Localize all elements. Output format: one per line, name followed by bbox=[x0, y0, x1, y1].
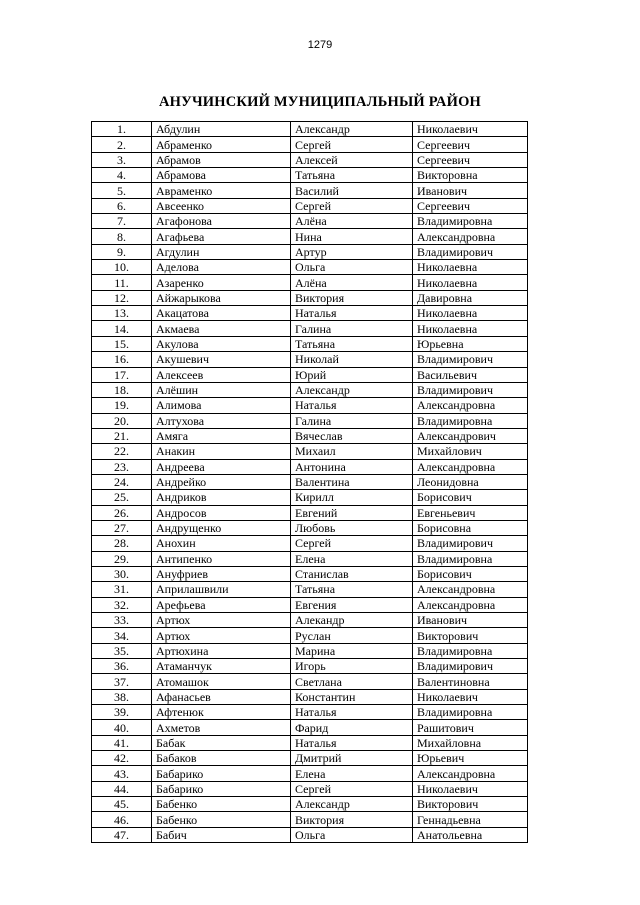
surname-cell: Агафьева bbox=[152, 229, 291, 244]
table-row bbox=[92, 735, 528, 750]
surname-cell: Анохин bbox=[152, 536, 291, 551]
first-name-cell: Константин bbox=[291, 689, 413, 704]
row-number-cell: 20. bbox=[92, 413, 152, 428]
surname-cell: Аделова bbox=[152, 260, 291, 275]
row-number-cell: 32. bbox=[92, 597, 152, 612]
surname-cell: Алёшин bbox=[152, 382, 291, 397]
row-number-cell: 29. bbox=[92, 551, 152, 566]
table-row bbox=[92, 275, 528, 290]
table-row bbox=[92, 689, 528, 704]
table-row bbox=[92, 766, 528, 781]
first-name-cell: Дмитрий bbox=[291, 751, 413, 766]
first-name-cell: Алёна bbox=[291, 275, 413, 290]
row-number-cell: 23. bbox=[92, 459, 152, 474]
surname-cell: Айжарыкова bbox=[152, 290, 291, 305]
table-row bbox=[92, 398, 528, 413]
row-number-cell: 28. bbox=[92, 536, 152, 551]
first-name-cell: Александр bbox=[291, 122, 413, 137]
table-row bbox=[92, 566, 528, 581]
first-name-cell: Наталья bbox=[291, 398, 413, 413]
first-name-cell: Евгений bbox=[291, 505, 413, 520]
table-row bbox=[92, 413, 528, 428]
table-row bbox=[92, 536, 528, 551]
table-row bbox=[92, 582, 528, 597]
first-name-cell: Фарид bbox=[291, 720, 413, 735]
patronymic-cell: Леонидовна bbox=[413, 474, 528, 489]
patronymic-cell: Давировна bbox=[413, 290, 528, 305]
first-name-cell: Нина bbox=[291, 229, 413, 244]
patronymic-cell: Борисович bbox=[413, 490, 528, 505]
first-name-cell: Наталья bbox=[291, 735, 413, 750]
row-number-cell: 17. bbox=[92, 367, 152, 382]
first-name-cell: Галина bbox=[291, 413, 413, 428]
row-number-cell: 39. bbox=[92, 705, 152, 720]
patronymic-cell: Иванович bbox=[413, 183, 528, 198]
surname-cell: Абдулин bbox=[152, 122, 291, 137]
first-name-cell: Кирилл bbox=[291, 490, 413, 505]
table-row bbox=[92, 659, 528, 674]
table-row bbox=[92, 827, 528, 842]
row-number-cell: 30. bbox=[92, 566, 152, 581]
patronymic-cell: Владимирович bbox=[413, 382, 528, 397]
first-name-cell: Елена bbox=[291, 551, 413, 566]
patronymic-cell: Борисовна bbox=[413, 520, 528, 535]
surname-cell: Акмаева bbox=[152, 321, 291, 336]
patronymic-cell: Николаевна bbox=[413, 306, 528, 321]
surname-cell: Абрамов bbox=[152, 152, 291, 167]
row-number-cell: 10. bbox=[92, 260, 152, 275]
table-row bbox=[92, 168, 528, 183]
surname-cell: Артюх bbox=[152, 613, 291, 628]
row-number-cell: 43. bbox=[92, 766, 152, 781]
first-name-cell: Ольга bbox=[291, 260, 413, 275]
row-number-cell: 46. bbox=[92, 812, 152, 827]
row-number-cell: 33. bbox=[92, 613, 152, 628]
row-number-cell: 6. bbox=[92, 198, 152, 213]
surname-cell: Авсеенко bbox=[152, 198, 291, 213]
first-name-cell: Руслан bbox=[291, 628, 413, 643]
table-row bbox=[92, 781, 528, 796]
row-number-cell: 26. bbox=[92, 505, 152, 520]
surname-cell: Анакин bbox=[152, 444, 291, 459]
table-row bbox=[92, 306, 528, 321]
patronymic-cell: Юрьевна bbox=[413, 336, 528, 351]
row-number-cell: 40. bbox=[92, 720, 152, 735]
patronymic-cell: Владимирович bbox=[413, 352, 528, 367]
patronymic-cell: Владимирович bbox=[413, 244, 528, 259]
first-name-cell: Наталья bbox=[291, 705, 413, 720]
surname-cell: Атомашок bbox=[152, 674, 291, 689]
first-name-cell: Галина bbox=[291, 321, 413, 336]
patronymic-cell: Евгеньевич bbox=[413, 505, 528, 520]
patronymic-cell: Михайловна bbox=[413, 735, 528, 750]
row-number-cell: 42. bbox=[92, 751, 152, 766]
table-row bbox=[92, 505, 528, 520]
patronymic-cell: Викторович bbox=[413, 628, 528, 643]
first-name-cell: Алекандр bbox=[291, 613, 413, 628]
first-name-cell: Алёна bbox=[291, 214, 413, 229]
surname-cell: Акушевич bbox=[152, 352, 291, 367]
surname-cell: Бабаков bbox=[152, 751, 291, 766]
surname-cell: Бабарико bbox=[152, 766, 291, 781]
table-row bbox=[92, 812, 528, 827]
table-row bbox=[92, 551, 528, 566]
surname-cell: Ахметов bbox=[152, 720, 291, 735]
first-name-cell: Артур bbox=[291, 244, 413, 259]
patronymic-cell: Сергеевич bbox=[413, 152, 528, 167]
surname-cell: Бабич bbox=[152, 827, 291, 842]
surname-cell: Алтухова bbox=[152, 413, 291, 428]
row-number-cell: 8. bbox=[92, 229, 152, 244]
table-row bbox=[92, 214, 528, 229]
row-number-cell: 12. bbox=[92, 290, 152, 305]
surname-cell: Андреева bbox=[152, 459, 291, 474]
first-name-cell: Антонина bbox=[291, 459, 413, 474]
page-number: 1279 bbox=[307, 39, 333, 51]
table-row bbox=[92, 674, 528, 689]
row-number-cell: 47. bbox=[92, 827, 152, 842]
surname-cell: Антипенко bbox=[152, 551, 291, 566]
table-row bbox=[92, 643, 528, 658]
surname-cell: Абрамова bbox=[152, 168, 291, 183]
patronymic-cell: Владимирович bbox=[413, 536, 528, 551]
first-name-cell: Виктория bbox=[291, 812, 413, 827]
patronymic-cell: Владимировна bbox=[413, 413, 528, 428]
first-name-cell: Игорь bbox=[291, 659, 413, 674]
row-number-cell: 2. bbox=[92, 137, 152, 152]
first-name-cell: Евгения bbox=[291, 597, 413, 612]
names-table bbox=[91, 121, 528, 843]
surname-cell: Акулова bbox=[152, 336, 291, 351]
surname-cell: Арефьева bbox=[152, 597, 291, 612]
surname-cell: Акацатова bbox=[152, 306, 291, 321]
first-name-cell: Николай bbox=[291, 352, 413, 367]
row-number-cell: 21. bbox=[92, 428, 152, 443]
first-name-cell: Александр bbox=[291, 382, 413, 397]
first-name-cell: Наталья bbox=[291, 306, 413, 321]
table-row bbox=[92, 321, 528, 336]
table-row bbox=[92, 444, 528, 459]
patronymic-cell: Николаевна bbox=[413, 260, 528, 275]
row-number-cell: 38. bbox=[92, 689, 152, 704]
surname-cell: Алимова bbox=[152, 398, 291, 413]
table-row bbox=[92, 244, 528, 259]
patronymic-cell: Борисович bbox=[413, 566, 528, 581]
first-name-cell: Марина bbox=[291, 643, 413, 658]
patronymic-cell: Александрович bbox=[413, 428, 528, 443]
row-number-cell: 34. bbox=[92, 628, 152, 643]
patronymic-cell: Владимировна bbox=[413, 214, 528, 229]
patronymic-cell: Иванович bbox=[413, 613, 528, 628]
first-name-cell: Виктория bbox=[291, 290, 413, 305]
table-row bbox=[92, 613, 528, 628]
first-name-cell: Юрий bbox=[291, 367, 413, 382]
patronymic-cell: Александровна bbox=[413, 766, 528, 781]
table-row bbox=[92, 628, 528, 643]
first-name-cell: Станислав bbox=[291, 566, 413, 581]
surname-cell: Агдулин bbox=[152, 244, 291, 259]
table-row bbox=[92, 290, 528, 305]
patronymic-cell: Геннадьевна bbox=[413, 812, 528, 827]
table-row bbox=[92, 597, 528, 612]
table-row bbox=[92, 229, 528, 244]
table-row bbox=[92, 720, 528, 735]
first-name-cell: Александр bbox=[291, 797, 413, 812]
patronymic-cell: Анатольевна bbox=[413, 827, 528, 842]
first-name-cell: Ольга bbox=[291, 827, 413, 842]
surname-cell: Абраменко bbox=[152, 137, 291, 152]
patronymic-cell: Николаевич bbox=[413, 122, 528, 137]
first-name-cell: Сергей bbox=[291, 536, 413, 551]
first-name-cell: Валентина bbox=[291, 474, 413, 489]
row-number-cell: 14. bbox=[92, 321, 152, 336]
row-number-cell: 24. bbox=[92, 474, 152, 489]
surname-cell: Авраменко bbox=[152, 183, 291, 198]
patronymic-cell: Александровна bbox=[413, 229, 528, 244]
row-number-cell: 5. bbox=[92, 183, 152, 198]
surname-cell: Атаманчук bbox=[152, 659, 291, 674]
table-row bbox=[92, 520, 528, 535]
surname-cell: Азаренко bbox=[152, 275, 291, 290]
table-row bbox=[92, 382, 528, 397]
patronymic-cell: Николаевна bbox=[413, 321, 528, 336]
patronymic-cell: Владимировна bbox=[413, 705, 528, 720]
table-row bbox=[92, 336, 528, 351]
row-number-cell: 19. bbox=[92, 398, 152, 413]
surname-cell: Агафонова bbox=[152, 214, 291, 229]
row-number-cell: 18. bbox=[92, 382, 152, 397]
table-row bbox=[92, 352, 528, 367]
first-name-cell: Сергей bbox=[291, 198, 413, 213]
row-number-cell: 31. bbox=[92, 582, 152, 597]
patronymic-cell: Викторовна bbox=[413, 168, 528, 183]
row-number-cell: 15. bbox=[92, 336, 152, 351]
first-name-cell: Татьяна bbox=[291, 336, 413, 351]
row-number-cell: 4. bbox=[92, 168, 152, 183]
surname-cell: Афанасьев bbox=[152, 689, 291, 704]
patronymic-cell: Владимировна bbox=[413, 551, 528, 566]
table-row bbox=[92, 428, 528, 443]
names-table-body bbox=[92, 122, 528, 843]
row-number-cell: 16. bbox=[92, 352, 152, 367]
patronymic-cell: Сергеевич bbox=[413, 198, 528, 213]
first-name-cell: Василий bbox=[291, 183, 413, 198]
row-number-cell: 27. bbox=[92, 520, 152, 535]
table-row bbox=[92, 751, 528, 766]
table-row bbox=[92, 260, 528, 275]
row-number-cell: 11. bbox=[92, 275, 152, 290]
patronymic-cell: Николаевич bbox=[413, 781, 528, 796]
table-row bbox=[92, 367, 528, 382]
row-number-cell: 35. bbox=[92, 643, 152, 658]
patronymic-cell: Михайлович bbox=[413, 444, 528, 459]
first-name-cell: Татьяна bbox=[291, 582, 413, 597]
patronymic-cell: Александровна bbox=[413, 582, 528, 597]
first-name-cell: Вячеслав bbox=[291, 428, 413, 443]
table-row bbox=[92, 198, 528, 213]
row-number-cell: 3. bbox=[92, 152, 152, 167]
table-row bbox=[92, 459, 528, 474]
first-name-cell: Светлана bbox=[291, 674, 413, 689]
surname-cell: Априлашвили bbox=[152, 582, 291, 597]
table-row bbox=[92, 137, 528, 152]
table-row bbox=[92, 797, 528, 812]
first-name-cell: Михаил bbox=[291, 444, 413, 459]
patronymic-cell: Николаевна bbox=[413, 275, 528, 290]
surname-cell: Бабенко bbox=[152, 797, 291, 812]
first-name-cell: Сергей bbox=[291, 781, 413, 796]
first-name-cell: Любовь bbox=[291, 520, 413, 535]
first-name-cell: Сергей bbox=[291, 137, 413, 152]
row-number-cell: 9. bbox=[92, 244, 152, 259]
patronymic-cell: Юрьевич bbox=[413, 751, 528, 766]
first-name-cell: Алексей bbox=[291, 152, 413, 167]
patronymic-cell: Александровна bbox=[413, 459, 528, 474]
document-title: АНУЧИНСКИЙ МУНИЦИПАЛЬНЫЙ РАЙОН bbox=[158, 94, 482, 110]
patronymic-cell: Валентиновна bbox=[413, 674, 528, 689]
row-number-cell: 1. bbox=[92, 122, 152, 137]
row-number-cell: 45. bbox=[92, 797, 152, 812]
surname-cell: Бабак bbox=[152, 735, 291, 750]
row-number-cell: 13. bbox=[92, 306, 152, 321]
table-row bbox=[92, 490, 528, 505]
first-name-cell: Елена bbox=[291, 766, 413, 781]
patronymic-cell: Васильевич bbox=[413, 367, 528, 382]
surname-cell: Андросов bbox=[152, 505, 291, 520]
surname-cell: Артюхина bbox=[152, 643, 291, 658]
surname-cell: Алексеев bbox=[152, 367, 291, 382]
surname-cell: Бабенко bbox=[152, 812, 291, 827]
patronymic-cell: Николаевич bbox=[413, 689, 528, 704]
patronymic-cell: Владимировна bbox=[413, 643, 528, 658]
patronymic-cell: Александровна bbox=[413, 597, 528, 612]
surname-cell: Андрущенко bbox=[152, 520, 291, 535]
row-number-cell: 25. bbox=[92, 490, 152, 505]
patronymic-cell: Владимирович bbox=[413, 659, 528, 674]
surname-cell: Андрейко bbox=[152, 474, 291, 489]
row-number-cell: 36. bbox=[92, 659, 152, 674]
first-name-cell: Татьяна bbox=[291, 168, 413, 183]
row-number-cell: 37. bbox=[92, 674, 152, 689]
row-number-cell: 44. bbox=[92, 781, 152, 796]
patronymic-cell: Рашитович bbox=[413, 720, 528, 735]
surname-cell: Ануфриев bbox=[152, 566, 291, 581]
table-row bbox=[92, 183, 528, 198]
table-row bbox=[92, 122, 528, 137]
surname-cell: Артюх bbox=[152, 628, 291, 643]
surname-cell: Бабарико bbox=[152, 781, 291, 796]
row-number-cell: 41. bbox=[92, 735, 152, 750]
surname-cell: Андриков bbox=[152, 490, 291, 505]
surname-cell: Амяга bbox=[152, 428, 291, 443]
row-number-cell: 7. bbox=[92, 214, 152, 229]
row-number-cell: 22. bbox=[92, 444, 152, 459]
table-row bbox=[92, 152, 528, 167]
patronymic-cell: Сергеевич bbox=[413, 137, 528, 152]
table-row bbox=[92, 474, 528, 489]
surname-cell: Афтенюк bbox=[152, 705, 291, 720]
patronymic-cell: Александровна bbox=[413, 398, 528, 413]
patronymic-cell: Викторович bbox=[413, 797, 528, 812]
table-row bbox=[92, 705, 528, 720]
